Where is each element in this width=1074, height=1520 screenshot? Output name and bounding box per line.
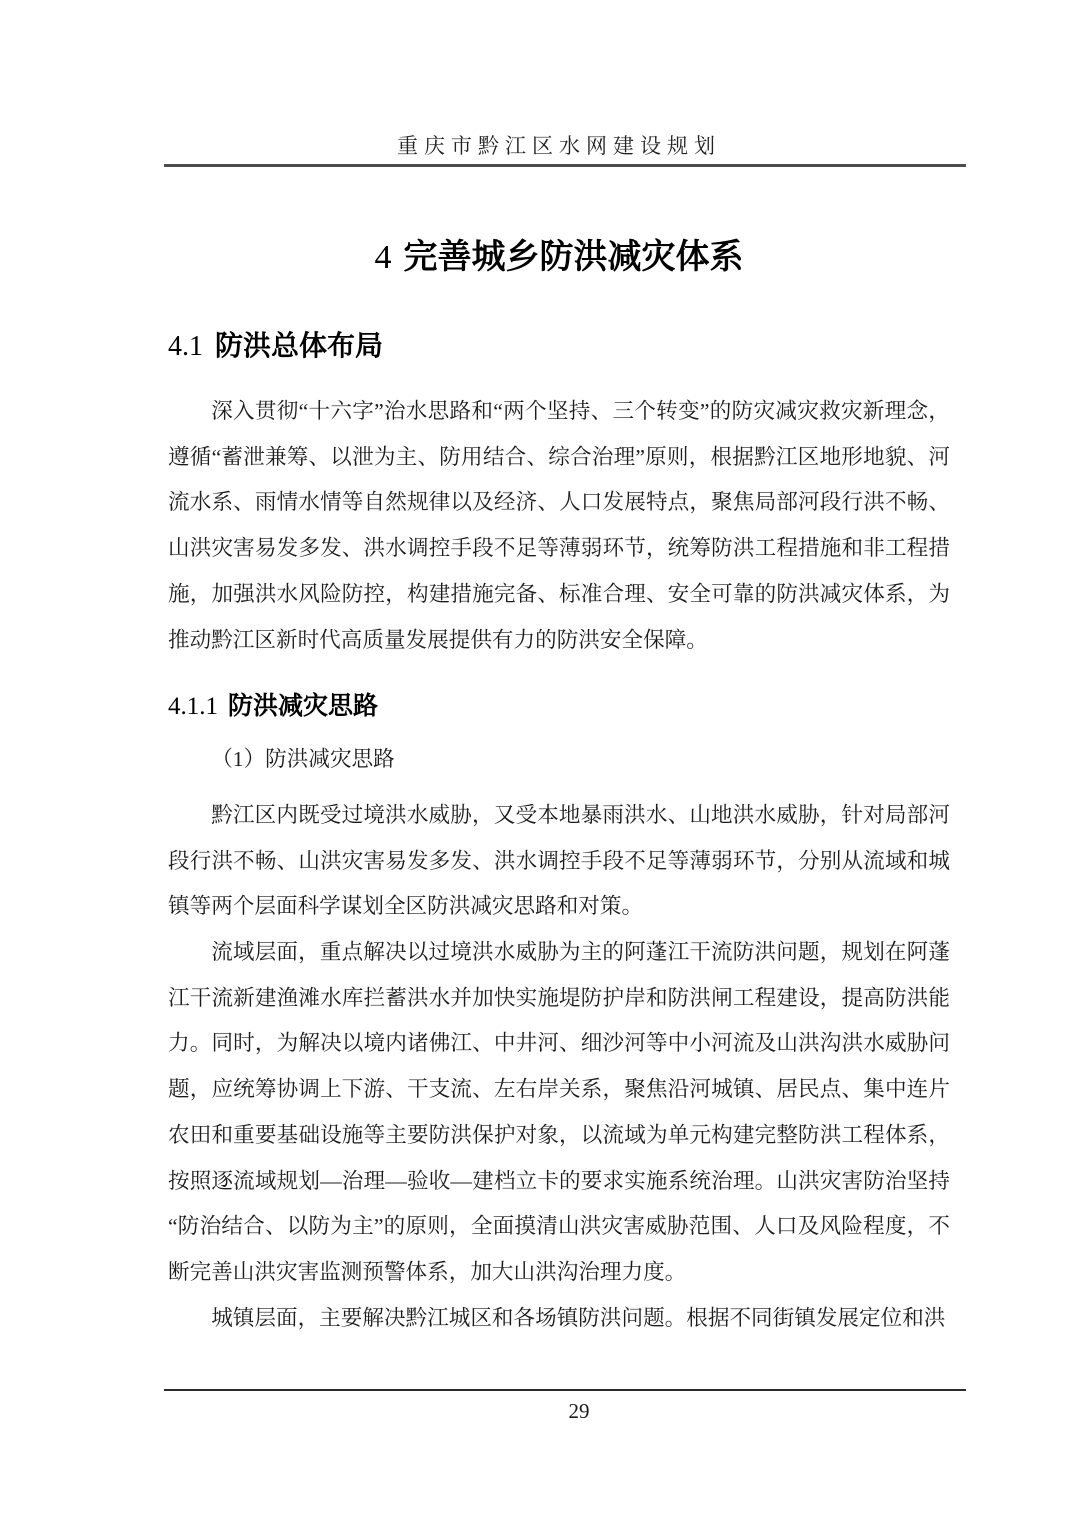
body-paragraph: 城镇层面，主要解决黔江城区和各场镇防洪问题。根据不同街镇发展定位和洪 xyxy=(211,1305,946,1330)
body-paragraph: 黔江区内既受过境洪水威胁，又受本地暴雨洪水、山地洪水威胁，针对局部河段行洪不畅、山洪灾害易发多发、洪水调控手段不足等薄弱环节，分别从流域和城镇等两个层面科学谋划全区防洪减灾思路和对策。 xyxy=(168,802,950,919)
section-intro-paragraph: 深入贯彻“十六字”治水思路和“两个坚持、三个转变”的防灾减灾救灾新理念，遵循“蓄泄兼筹、以泄为主、防用结合、综合治理”原则，根据黔江区地形地貌、河流水系、雨情水情等自然规律以及经济、人口发展特点，聚焦局部河段行洪不畅、山洪灾害易发多发、洪水调控手段不足等薄弱环节，统筹防洪工程措施和非工程措施，加强洪水风险防控，构建措施完备、标准合理、安全可靠的防洪减灾体系，为推动黔江区新时代高质量发展提供有力的防洪安全保障。 xyxy=(168,399,950,652)
chapter-title-label: 完善城乡防洪减灾体系 xyxy=(403,238,744,276)
section-title-label: 防洪总体布局 xyxy=(215,330,384,361)
section-heading-4-1 xyxy=(168,326,950,367)
footer-rule xyxy=(164,1389,966,1391)
subsection-heading-4-1-1 xyxy=(168,689,950,724)
section-number-label: 4.1 xyxy=(168,331,203,362)
body-paragraph: 流域层面，重点解决以过境洪水威胁为主的阿蓬江干流防洪问题，规划在阿蓬江干流新建渔滩水库拦蓄洪水并加快实施堤防护岸和防洪闸工程建设，提高防洪能力。同时，为解决以境内诸佛江、中井河、细沙河等中小河流及山洪沟洪水威胁问题，应统筹协调上下游、干支流、左右岸关系，聚焦沿河城镇、居民点、集中连片农田和重要基础设施等主要防洪保护对象，以流域为单元构建完整防洪工程体系，按照逐流域规划—治理—验收—建档立卡的要求实施系统治理。山洪灾害防治坚持“防治结合、以防为主”的原则，全面摸清山洪灾害威胁范围、人口及风险程度，不断完善山洪灾害监测预警体系，加大山洪沟治理力度。 xyxy=(168,940,950,1284)
chapter-number-label: 4 xyxy=(374,239,392,276)
subsection-title-label: 防洪减灾思路 xyxy=(228,692,379,721)
chapter-heading xyxy=(168,232,950,283)
page-number: 29 xyxy=(568,1399,590,1423)
page-content xyxy=(168,0,950,1341)
page-header-title: 重庆市黔江区水网建设规划 xyxy=(397,135,721,158)
item-title-line: （1）防洪减灾思路 xyxy=(211,747,395,772)
subsection-number-label: 4.1.1 xyxy=(168,693,218,721)
